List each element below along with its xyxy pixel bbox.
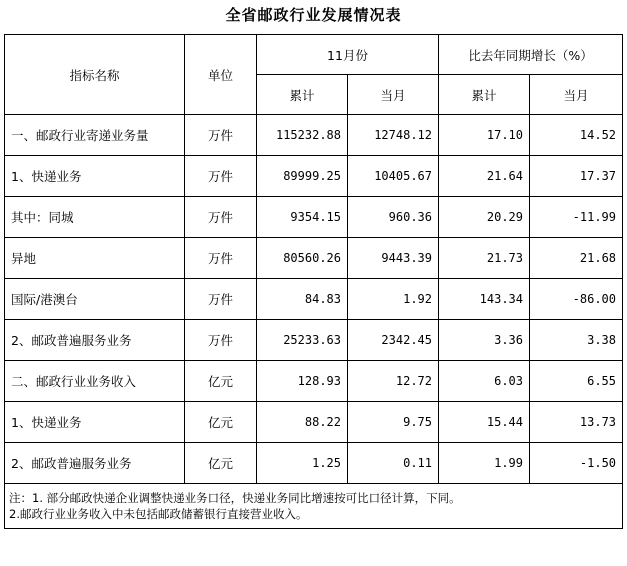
yoy-cumulative-value: 21.73 xyxy=(439,238,530,279)
month-value: 9.75 xyxy=(348,402,439,443)
indicator-name: 1、快递业务 xyxy=(5,156,185,197)
yoy-cumulative-value: 15.44 xyxy=(439,402,530,443)
month-value: 12748.12 xyxy=(348,115,439,156)
unit-cell: 万件 xyxy=(185,156,257,197)
note-line-2: 2.邮政行业业务收入中未包括邮政储蓄银行直接营业收入。 xyxy=(9,507,308,521)
yoy-month-value: 17.37 xyxy=(530,156,623,197)
unit-cell: 万件 xyxy=(185,197,257,238)
yoy-current-month-header: 当月 xyxy=(530,75,623,115)
unit-cell: 亿元 xyxy=(185,443,257,484)
month-value: 960.36 xyxy=(348,197,439,238)
unit-cell: 万件 xyxy=(185,279,257,320)
yoy-cumulative-value: 17.10 xyxy=(439,115,530,156)
indicator-name: 1、快递业务 xyxy=(5,402,185,443)
header-row-1 xyxy=(5,35,623,75)
cumulative-value: 1.25 xyxy=(257,443,348,484)
table-row xyxy=(5,238,623,279)
yoy-cumulative-value: 21.64 xyxy=(439,156,530,197)
cumulative-value: 115232.88 xyxy=(257,115,348,156)
indicator-name: 2、邮政普遍服务业务 xyxy=(5,443,185,484)
yoy-cumulative-value: 143.34 xyxy=(439,279,530,320)
note-line-1: 注：1. 部分邮政快递企业调整快递业务口径，快递业务同比增速按可比口径计算，下同。 xyxy=(9,491,461,505)
unit-cell: 万件 xyxy=(185,238,257,279)
cumulative-value: 128.93 xyxy=(257,361,348,402)
yoy-month-value: 6.55 xyxy=(530,361,623,402)
month-value: 10405.67 xyxy=(348,156,439,197)
table-row xyxy=(5,115,623,156)
table-row xyxy=(5,361,623,402)
yoy-cumulative-value: 20.29 xyxy=(439,197,530,238)
indicator-name: 其中：同城 xyxy=(5,197,185,238)
unit-cell: 万件 xyxy=(185,320,257,361)
unit-cell: 亿元 xyxy=(185,361,257,402)
yoy-cumulative-value: 3.36 xyxy=(439,320,530,361)
cumulative-header: 累计 xyxy=(257,75,348,115)
cumulative-value: 25233.63 xyxy=(257,320,348,361)
table-row xyxy=(5,197,623,238)
indicator-header: 指标名称 xyxy=(5,35,185,115)
indicator-name: 国际/港澳台 xyxy=(5,279,185,320)
table-row xyxy=(5,279,623,320)
table-row xyxy=(5,320,623,361)
notes-row xyxy=(5,484,623,529)
notes-cell xyxy=(5,484,623,529)
yoy-month-value: 13.73 xyxy=(530,402,623,443)
period-header: 11月份 xyxy=(257,35,439,75)
month-value: 0.11 xyxy=(348,443,439,484)
table-row xyxy=(5,443,623,484)
yoy-cumulative-header: 累计 xyxy=(439,75,530,115)
cumulative-value: 9354.15 xyxy=(257,197,348,238)
cumulative-value: 88.22 xyxy=(257,402,348,443)
yoy-month-value: -1.50 xyxy=(530,443,623,484)
month-value: 9443.39 xyxy=(348,238,439,279)
yoy-month-value: -86.00 xyxy=(530,279,623,320)
yoy-cumulative-value: 1.99 xyxy=(439,443,530,484)
page-title: 全省邮政行业发展情况表 xyxy=(225,6,402,24)
cumulative-value: 80560.26 xyxy=(257,238,348,279)
yoy-cumulative-value: 6.03 xyxy=(439,361,530,402)
unit-cell: 亿元 xyxy=(185,402,257,443)
cumulative-value: 89999.25 xyxy=(257,156,348,197)
unit-header: 单位 xyxy=(185,35,257,115)
indicator-name: 一、邮政行业寄递业务量 xyxy=(5,115,185,156)
yoy-header: 比去年同期增长（%） xyxy=(439,35,623,75)
month-value: 12.72 xyxy=(348,361,439,402)
table-row xyxy=(5,402,623,443)
table-row xyxy=(5,156,623,197)
indicator-name: 二、邮政行业业务收入 xyxy=(5,361,185,402)
month-value: 1.92 xyxy=(348,279,439,320)
unit-cell: 万件 xyxy=(185,115,257,156)
postal-stats-table xyxy=(4,34,623,529)
cumulative-value: 84.83 xyxy=(257,279,348,320)
yoy-month-value: 21.68 xyxy=(530,238,623,279)
month-value: 2342.45 xyxy=(348,320,439,361)
indicator-name: 2、邮政普遍服务业务 xyxy=(5,320,185,361)
indicator-name: 异地 xyxy=(5,238,185,279)
yoy-month-value: 3.38 xyxy=(530,320,623,361)
yoy-month-value: -11.99 xyxy=(530,197,623,238)
yoy-month-value: 14.52 xyxy=(530,115,623,156)
current-month-header: 当月 xyxy=(348,75,439,115)
